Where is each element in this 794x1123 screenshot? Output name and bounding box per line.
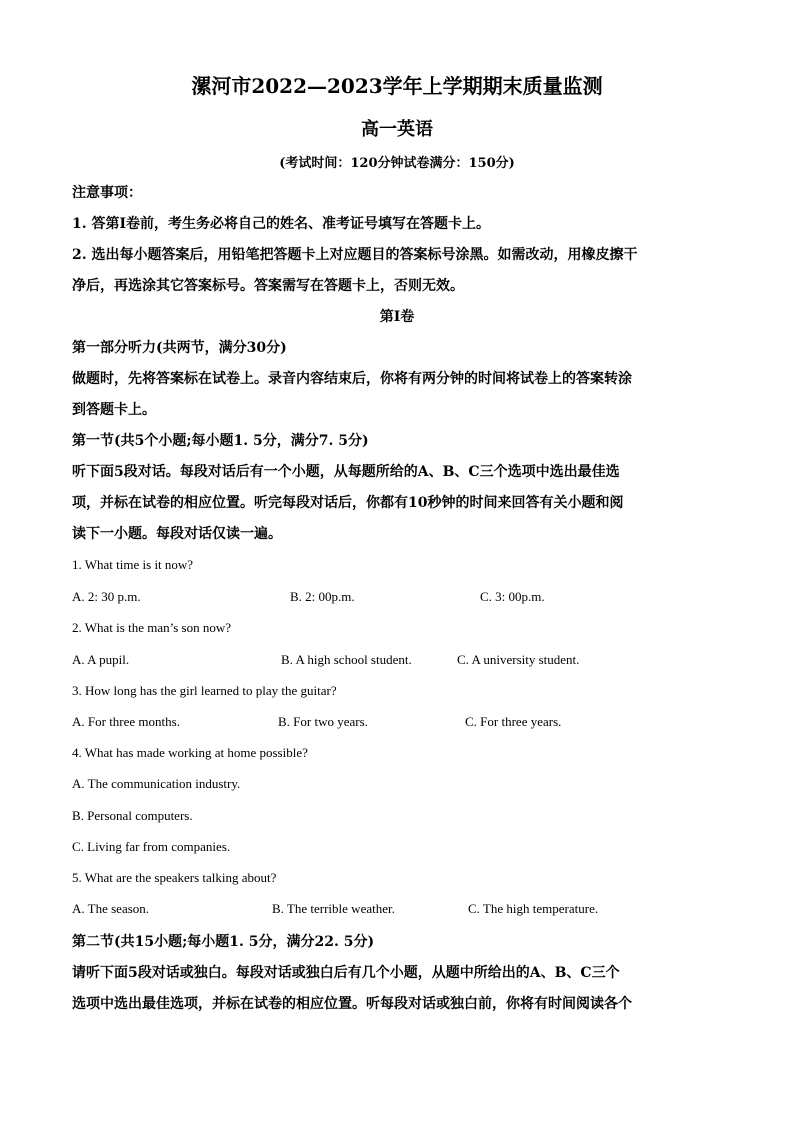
question-1-option-a: A. 2: 30 p.m. <box>72 589 141 604</box>
part1-intro-line-1: 做题时，先将答案标在试卷上。录音内容结束后，你将有两分钟的时间将试卷上的答案转涂 <box>72 371 632 387</box>
section1-intro-line-2: 项，并标在试卷的相应位置。听完每段对话后，你都有10秒钟的时间来回答有关小题和阅 <box>72 495 624 511</box>
question-2: 2. What is the man’s son now? <box>72 620 231 635</box>
question-5: 5. What are the speakers talking about? <box>72 870 277 885</box>
question-5-option-a: A. The season. <box>72 901 150 916</box>
question-1-option-b: B. 2: 00p.m. <box>290 589 355 604</box>
note-item-2-line-2: 净后，再选涂其它答案标号。答案需写在答题卡上，否则无效。 <box>72 278 464 294</box>
section2-heading: 第二节(共15小题;每小题1. 5分，满分22. 5分) <box>72 934 375 950</box>
question-3-option-c: C. For three years. <box>465 714 562 729</box>
question-5-option-c: C. The high temperature. <box>468 901 599 916</box>
part1-intro-line-2: 到答题卡上。 <box>72 402 156 418</box>
question-3: 3. How long has the girl learned to play the guitar? <box>72 683 337 698</box>
note-item-2-line-1: 2. 选出每小题答案后，用铅笔把答题卡上对应题目的答案标号涂黑。如需改动，用橡皮擦干 <box>72 247 638 263</box>
question-4-option-a: A. The communication industry. <box>72 776 241 791</box>
section1-heading: 第一节(共5个小题;每小题1. 5分，满分7. 5分) <box>72 433 369 449</box>
question-1-option-c: C. 3: 00p.m. <box>480 589 545 604</box>
section2-intro-line-1: 请听下面5段对话或独白。每段对话或独白后有几个小题，从题中所给出的A、B、C三个 <box>72 965 620 981</box>
exam-title: 漯河市2022—2023学年上学期期末质量监测 <box>191 74 603 98</box>
question-4-option-c: C. Living far from companies. <box>72 839 231 854</box>
question-2-option-a: A. A pupil. <box>72 652 130 667</box>
note-item-1: 1. 答第Ⅰ卷前，考生务必将自己的姓名、准考证号填写在答题卡上。 <box>72 216 491 232</box>
part1-heading: 第一部分听力(共两节，满分30分) <box>72 340 287 356</box>
section2-intro-line-2: 选项中选出最佳选项，并标在试卷的相应位置。听每段对话或独白前，你将有时间阅读各个 <box>72 996 632 1012</box>
exam-subject: 高一英语 <box>361 119 433 140</box>
exam-conditions: (考试时间：120分钟试卷满分：150分) <box>279 156 515 171</box>
section1-intro-line-3: 读下一小题。每段对话仅读一遍。 <box>72 526 282 542</box>
question-3-option-b: B. For two years. <box>278 714 368 729</box>
question-2-option-c: C. A university student. <box>457 652 580 667</box>
volume-heading: 第Ⅰ卷 <box>379 309 415 325</box>
question-4: 4. What has made working at home possible? <box>72 745 308 760</box>
question-4-option-b: B. Personal computers. <box>72 808 193 823</box>
question-1: 1. What time is it now? <box>72 557 194 572</box>
notes-heading: 注意事项： <box>72 185 142 201</box>
question-5-option-b: B. The terrible weather. <box>272 901 395 916</box>
section1-intro-line-1: 听下面5段对话。每段对话后有一个小题，从每题所给的A、B、C三个选项中选出最佳选 <box>72 464 620 480</box>
question-3-option-a: A. For three months. <box>72 714 180 729</box>
question-2-option-b: B. A high school student. <box>281 652 412 667</box>
